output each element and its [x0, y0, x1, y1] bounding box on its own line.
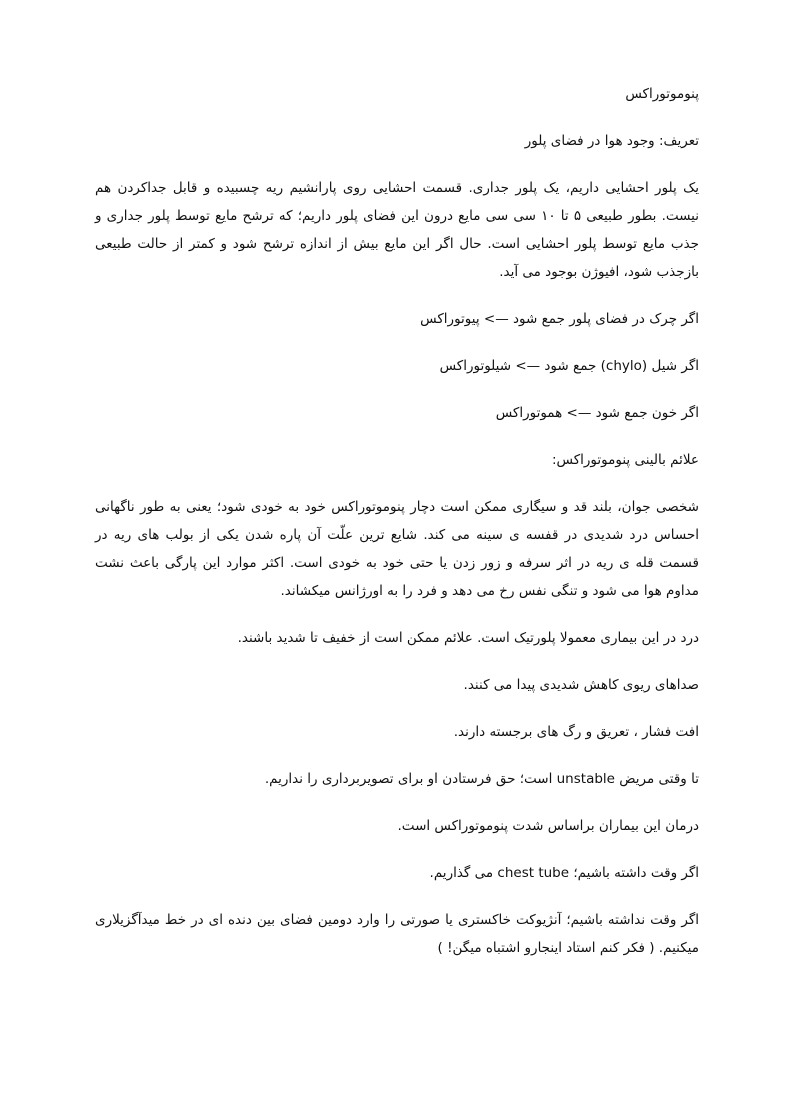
definition-paragraph: تعریف: وجود هوا در فضای پلور: [524, 133, 699, 149]
clinical-signs-heading: علائم بالینی پنوموتوراکس:: [551, 452, 699, 468]
pain-paragraph: درد در این بیماری معمولا پلورتیک است. علائم ممکن است از خفیف تا شدید باشند.: [237, 630, 699, 646]
document-title: پنوموتوراکس: [625, 86, 699, 102]
treatment-paragraph: درمان این بیماران براساس شدت پنوموتوراکس است.: [397, 818, 699, 834]
hypotension-paragraph: افت فشار ، تعریق و رگ های برجسته دارند.: [453, 724, 699, 740]
chylothorax-line: اگر شیل (chylo) جمع شود —> شیلوتوراکس: [439, 358, 699, 374]
lung-sounds-paragraph: صداهای ریوی کاهش شدیدی پیدا می کنند.: [463, 677, 699, 693]
hemothorax-line: اگر خون جمع شود —> هموتوراکس: [495, 405, 699, 421]
pyothorax-line: اگر چرک در فضای پلور جمع شود —> پیوتوراکس: [420, 311, 699, 327]
angiocath-paragraph: اگر وقت نداشته باشیم؛ آنژیوکت خاکستری یا صورتی را وارد دومین فضای بین دنده ای در خط میدآگزیلاری میکنیم. ( فکر کنم استاد اینجارو اشتباه میگن! ): [95, 912, 699, 956]
pleura-paragraph: یک پلور احشایی داریم، یک پلور جداری. قسمت احشایی روی پارانشیم ریه چسبیده و قابل جداکردن هم نیست. بطور طبیعی ۵ تا ۱۰ سی سی مایع درون این فضای پلور داریم؛ که ترشح مایع توسط پلور جداری و جذب مایع توسط پلور احشایی است. حال اگر این مایع بیش از اندازه ترشح شود و کمتر از حالت طبیعی بازجذب شود، افیوژن بوجود می آید.: [95, 180, 699, 280]
spontaneous-pneumothorax-paragraph: شخصی جوان، بلند قد و سیگاری ممکن است دچار پنوموتوراکس خود به خودی شود؛ یعنی به طور ناگهانی احساس درد شدیدی در قفسه ی سینه می کند. شایع ترین علّت آن پاره شدن یکی از بولب های ریه در قسمت قله ی ریه در اثر سرفه و زور زدن یا حتی خود به خودی است. اکثر موارد این پارگی باعث نشت مداوم هوا می شود و تنگی نفس رخ می دهد و فرد را به اورژانس میکشاند.: [95, 499, 699, 599]
chest-tube-paragraph: اگر وقت داشته باشیم؛ chest tube می گذاریم.: [429, 865, 699, 881]
unstable-paragraph: تا وقتی مریض unstable است؛ حق فرستادن او برای تصویربرداری را نداریم.: [264, 771, 699, 787]
document-body: [95, 80, 699, 981]
